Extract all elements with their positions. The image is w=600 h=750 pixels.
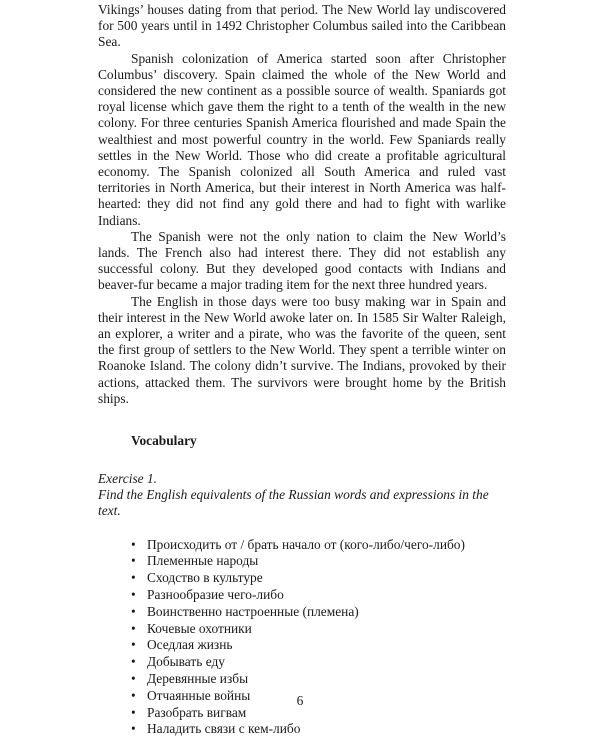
list-item-text: Племенные народы	[147, 553, 259, 569]
list-item-text: Отчаянные войны	[147, 687, 251, 703]
exercise-title: Exercise 1.	[98, 471, 157, 487]
bullet-icon: •	[131, 553, 136, 569]
paragraph: The Spanish were not the only nation to claim the New World’s lands. The French also had interest there. They did not establish any successful colony. But they developed good contacts with Indians and beaver-fur became a major trading item for the next three hundred years.	[98, 228, 506, 293]
bullet-icon: •	[131, 570, 136, 586]
list-item-text: Кочевые охотники	[147, 620, 252, 636]
bullet-icon: •	[131, 587, 136, 603]
list-item-text: Воинственно настроенные (племена)	[147, 603, 359, 619]
document-page	[98, 2, 506, 738]
bullet-icon: •	[131, 721, 136, 737]
paragraph: Vikings’ houses dating from that period. The New World lay undiscovered for 500 years until in 1492 Christopher Columbus sailed into the Caribbean Sea.	[98, 2, 506, 50]
list-item-text: Сходство в культуре	[147, 570, 263, 586]
vocabulary-heading: Vocabulary	[131, 433, 197, 449]
bullet-icon: •	[131, 620, 136, 636]
exercise-instruction: Find the English equivalents of the Russian words and expressions in the text.	[98, 487, 489, 519]
list-item-text: Разобрать вигвам	[147, 704, 247, 720]
list-item	[131, 654, 506, 671]
exercise-block	[98, 471, 506, 520]
list-item-text: Разнообразие чего-либо	[147, 587, 284, 603]
page-number: 6	[296, 693, 304, 708]
list-item	[131, 671, 506, 688]
list-item-text: Деревянные избы	[147, 671, 249, 687]
list-item-text: Добывать еду	[147, 654, 225, 670]
list-item	[131, 570, 506, 587]
list-item	[131, 721, 506, 738]
paragraph: The English in those days were too busy making war in Spain and their interest in the New World awoke later on. In 1585 Sir Walter Raleigh, an explorer, a writer and a pirate, who was the favorite of the queen, sent the first group of settlers to the New World. They spent a terrible winter on Roanoke Island. The colony didn’t survive. The Indians, provoked by their actions, attacked them. The survivors were brought home by the British ships.	[98, 293, 506, 406]
list-item-text: Оседлая жизнь	[147, 637, 233, 653]
list-item	[131, 553, 506, 570]
list-item	[131, 621, 506, 638]
bullet-icon: •	[131, 704, 136, 720]
list-item	[131, 604, 506, 621]
list-item-text: Происходить от / брать начало от (кого-либо/чего-либо)	[147, 536, 465, 552]
paragraph: Spanish colonization of America started soon after Christopher Columbus’ discovery. Spain claimed the whole of the New World and considered the new continent as a possible source of wealth. Spaniards got royal license which gave them the right to a tenth of the wealth in the new colony. For three centuries Spanish America flourished and made Spain the wealthiest and most powerful country in the world. Few Spaniards really settles in the New World. Those who did create a profitable agricultural economy. The Spanish colonized all South America and ruled vast territories in North America, but their interest in North America was half-hearted: they did not find any gold there and had to fight with warlike Indians.	[98, 50, 506, 228]
bullet-icon: •	[131, 536, 136, 552]
bullet-icon: •	[131, 687, 136, 703]
bullet-icon: •	[131, 603, 136, 619]
bullet-icon: •	[131, 654, 136, 670]
body-text	[98, 2, 506, 407]
list-item	[131, 587, 506, 604]
bullet-icon: •	[131, 671, 136, 687]
bullet-icon: •	[131, 637, 136, 653]
list-item	[131, 637, 506, 654]
list-item	[131, 537, 506, 554]
list-item-text: Наладить связи с кем-либо	[147, 721, 301, 737]
